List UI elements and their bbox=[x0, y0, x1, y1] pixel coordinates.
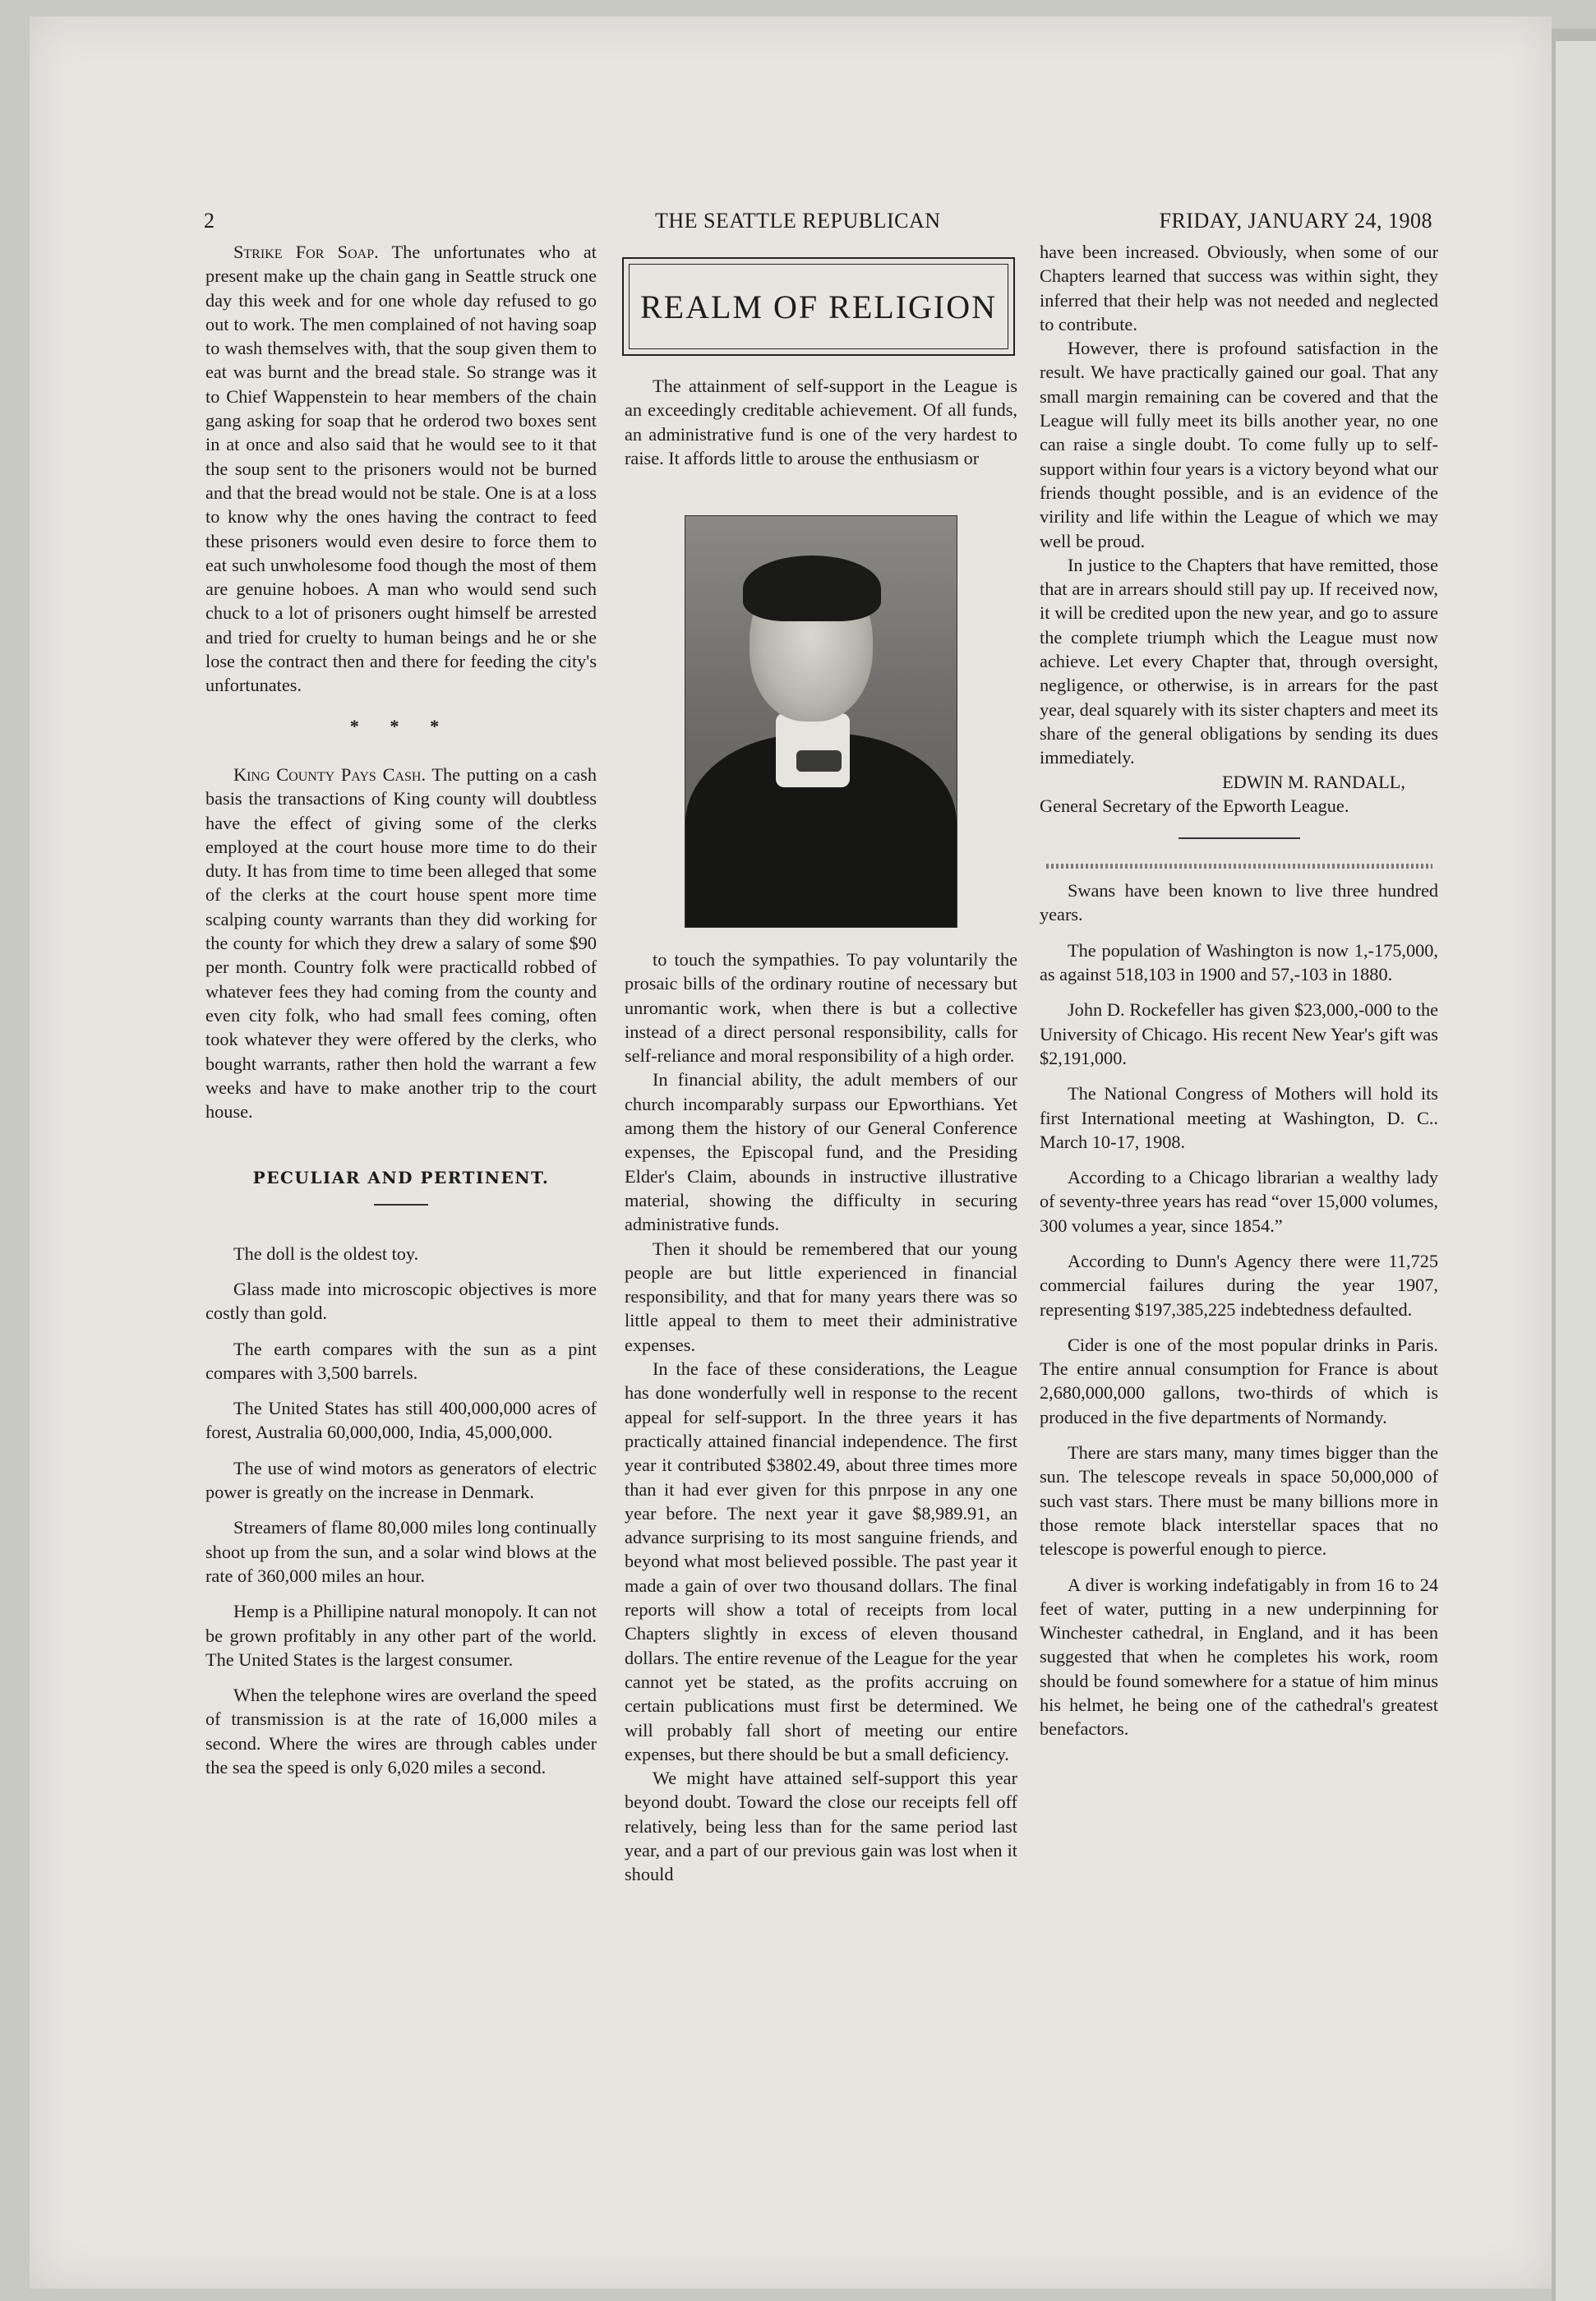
list-item: The United States has still 400,000,000 acres of forest, Australia 60,000,000, India, 45,000,000. bbox=[205, 1398, 597, 1443]
list-item: The earth compares with the sun as a pint compares with 3,500 barrels. bbox=[205, 1338, 597, 1383]
paragraph: In financial ability, the adult members of our church incomparably surpass our Epworthians. Yet among them the history of our General Conference expenses, the Episcopal fund, and the Presiding Elder's Claim, abounds in instructive illustrative material, showing the difficulty in securing administrative funds. bbox=[625, 1069, 1017, 1235]
wavy-rule bbox=[1046, 864, 1432, 869]
paragraph: have been increased. Obviously, when some of our Chapters learned that success was within sight, they inferred that their help was not needed and neglected to contribute. bbox=[1040, 242, 1438, 334]
list-item: According to Dunn's Agency there were 11,725 commercial failures during the year 1907, representing $197,385,225 indebtedness defaulted. bbox=[1040, 1250, 1438, 1320]
list-item: Hemp is a Phillipine natural monopoly. It can not be grown profitably in any other part of the world. The United States is the largest consumer. bbox=[205, 1601, 597, 1670]
paragraph: Then it should be remembered that our young people are but little experienced in financial responsibility, and that for many years there was so little appeal to them to meet their administrative expenses. bbox=[625, 1238, 1017, 1355]
list-item: There are stars many, many times bigger than the sun. The telescope reveals in space 50,000,000 of such vast stars. There must be many billions more in those remote black interstellar spaces that no telescope is powerful enough to pierce. bbox=[1040, 1442, 1438, 1560]
paper-name: THE SEATTLE REPUBLICAN bbox=[655, 209, 941, 233]
section-heading-peculiar: PECULIAR AND PERTINENT. bbox=[252, 1168, 550, 1188]
section-title: REALM OF RELIGION bbox=[629, 264, 1008, 349]
paragraph: However, there is profound satisfaction in the result. We have practically gained our goal. That any small margin remaining can be covered and that the League will fully meet its bills another year, no one can raise a single doubt. To come fully up to self-support within four years is a victory beyond what our friends thought possible, and is an evidence of the virility and life within the League of which we may well be proud. bbox=[1040, 338, 1438, 551]
article-title: King County Pays Cash. bbox=[233, 763, 427, 785]
list-item: Glass made into microscopic objectives is more costly than gold. bbox=[205, 1278, 597, 1324]
list-item: The use of wind motors as generators of electric power is greatly on the increase in Denmark. bbox=[205, 1457, 597, 1503]
paragraph: The attainment of self-support in the League is an exceedingly creditable achievement. Of all funds, an administrative fund is one of the very hardest to raise. It affords little to arouse the enthusiasm or bbox=[625, 376, 1017, 468]
list-item: When the telephone wires are overland the speed of transmission is at the rate of 16,000 miles a second. Where the wires are through cables under the sea the speed is only 6,020 miles a second. bbox=[205, 1685, 597, 1778]
paragraph: In the face of these considerations, the League has done wonderfully well in response to the recent appeal for self-support. In the three years it has practically attained financial independence. The first year it contributed $3802.49, about three times more than it had ever given for this pnrpose in any one year before. The next year it gave $8,989.91, an advance surprising to its most sanguine friends, and beyond what most believed possible. The past year it made a gain of over two thousand dollars. The final reports will show a total of receipts from local Chapters slightly in excess of eleven thousand dollars. The entire revenue of the League for the year cannot yet be stated, as the profits accruing on certain publications must first be determined. We will probably fall short of meeting our entire expenses, but there should be but a small deficiency. bbox=[625, 1358, 1017, 1764]
next-page-edge-inner bbox=[1556, 41, 1596, 2301]
paragraph: to touch the sympathies. To pay voluntarily the prosaic bills of the ordinary routine of necessary but unromantic work, when there is but a collective instead of a direct personal responsibility, calls for self-reliance and moral responsibility of a high order. bbox=[625, 949, 1017, 1067]
list-item: The doll is the oldest toy. bbox=[233, 1243, 419, 1264]
column-3 bbox=[1040, 240, 1438, 1753]
list-item: The National Congress of Mothers will hold its first International meeting at Washington, D. C.. March 10-17, 1908. bbox=[1040, 1083, 1438, 1152]
column-2-body bbox=[625, 948, 1017, 1887]
paragraph: We might have attained self-support this year beyond doubt. Toward the close our receipts fell off relatively, being less than for the same period last year, and a part of our previous gain was lost when it should bbox=[625, 1768, 1017, 1885]
paragraph: In justice to the Chapters that have remitted, those that are in arrears should still pay up. If received now, it will be credited upon the new year, and go to assure the complete triumph which the League must now achieve. Let every Chapter that, through oversight, negligence, or otherwise, is in arrears for the past year, deal squarely with its sister chapters and meet its share of the general obligations by sending its dues immediately. bbox=[1040, 554, 1438, 768]
list-item: A diver is working indefatigably in from 16 to 24 feet of water, putting in a new underpinning for Winchester cathedral, in England, and it has been suggested that when he completes his work, room should be found somewhere for a statue of him minus his helmet, he being one of the cathedral's greatest benefactors. bbox=[1040, 1574, 1438, 1740]
list-item: According to a Chicago librarian a wealthy lady of seventy-three years has read “over 15,000 volumes, 300 volumes a year, since 1854.” bbox=[1040, 1167, 1438, 1236]
signature-title: General Secretary of the Epworth League. bbox=[1040, 795, 1349, 816]
portrait-photo bbox=[685, 515, 957, 928]
article-body: The putting on a cash basis the transactions of King county will doubtless have the effect of giving some of the clerks employed at the court house more time to do their duty. It has from time to time been alleged that some of the clerks at the court house spent more time scalping county warrants than they did working for the county for which they drew a salary of some $90 per month. Country folk were practicalld robbed of whatever fees they had coming from the county and even city folk, who had small fees coming, often took whatever they were offered by the clerks, who bought warrants, rather then hold the warrant a few weeks and have to make another trip to the court house. bbox=[205, 763, 597, 1123]
page-number: 2 bbox=[204, 209, 214, 233]
article-king-county bbox=[205, 763, 597, 1123]
article-body: The unfortunates who at present make up the chain gang in Seattle struck one day this week and for one whole day refused to go out to work. The men complained of not having soap to wash themselves with, that the soup given them to eat was burnt and the bread stale. So strange was it to Chief Wappenstein to hear members of the chain gang asking for soap that he orderod two boxes sent in at once and also said that he would see to it that the soup sent to the prisoners would not be burned and that the bread would not be stale. One is at a loss to know why the ones having the contract to feed these prisoners would even desire to force them to eat such unwholesome food though the most of them are genuine hoboes. A man who would send such chuck to a lot of prisoners ought himself be arrested and tried for cruelty to human beings and he or she lose the contract then and there for feeding the city's unfortunates. bbox=[205, 242, 597, 696]
signature-name: EDWIN M. RANDALL, bbox=[1222, 771, 1405, 792]
separator: * * * bbox=[349, 715, 453, 736]
list-item: The population of Washington is now 1,-175,000, as against 518,103 in 1900 and 57,-103 in 1880. bbox=[1040, 939, 1438, 985]
section-rule bbox=[374, 1204, 428, 1206]
section-rule bbox=[1179, 837, 1300, 839]
article-title: Strike For Soap. bbox=[233, 242, 379, 262]
list-item: Streamers of flame 80,000 miles long continually shoot up from the sun, and a solar wind blows at the rate of 360,000 miles an hour. bbox=[205, 1517, 597, 1586]
issue-date: FRIDAY, JANUARY 24, 1908 bbox=[1159, 209, 1432, 233]
list-item: Swans have been known to live three hundred years. bbox=[1040, 880, 1438, 925]
column-1 bbox=[205, 240, 597, 1791]
page-header bbox=[204, 209, 1432, 237]
list-item: John D. Rockefeller has given $23,000,-000 to the University of Chicago. His recent New Year's gift was $2,191,000. bbox=[1040, 999, 1438, 1068]
article-strike-for-soap bbox=[205, 240, 597, 698]
column-2-intro bbox=[625, 374, 1017, 470]
section-title-box bbox=[622, 257, 1015, 356]
list-item: Cider is one of the most popular drinks in Paris. The entire annual consumption for France is about 2,680,000,000 gallons, two-thirds of which is produced in the five departments of Normandy. bbox=[1040, 1334, 1438, 1427]
